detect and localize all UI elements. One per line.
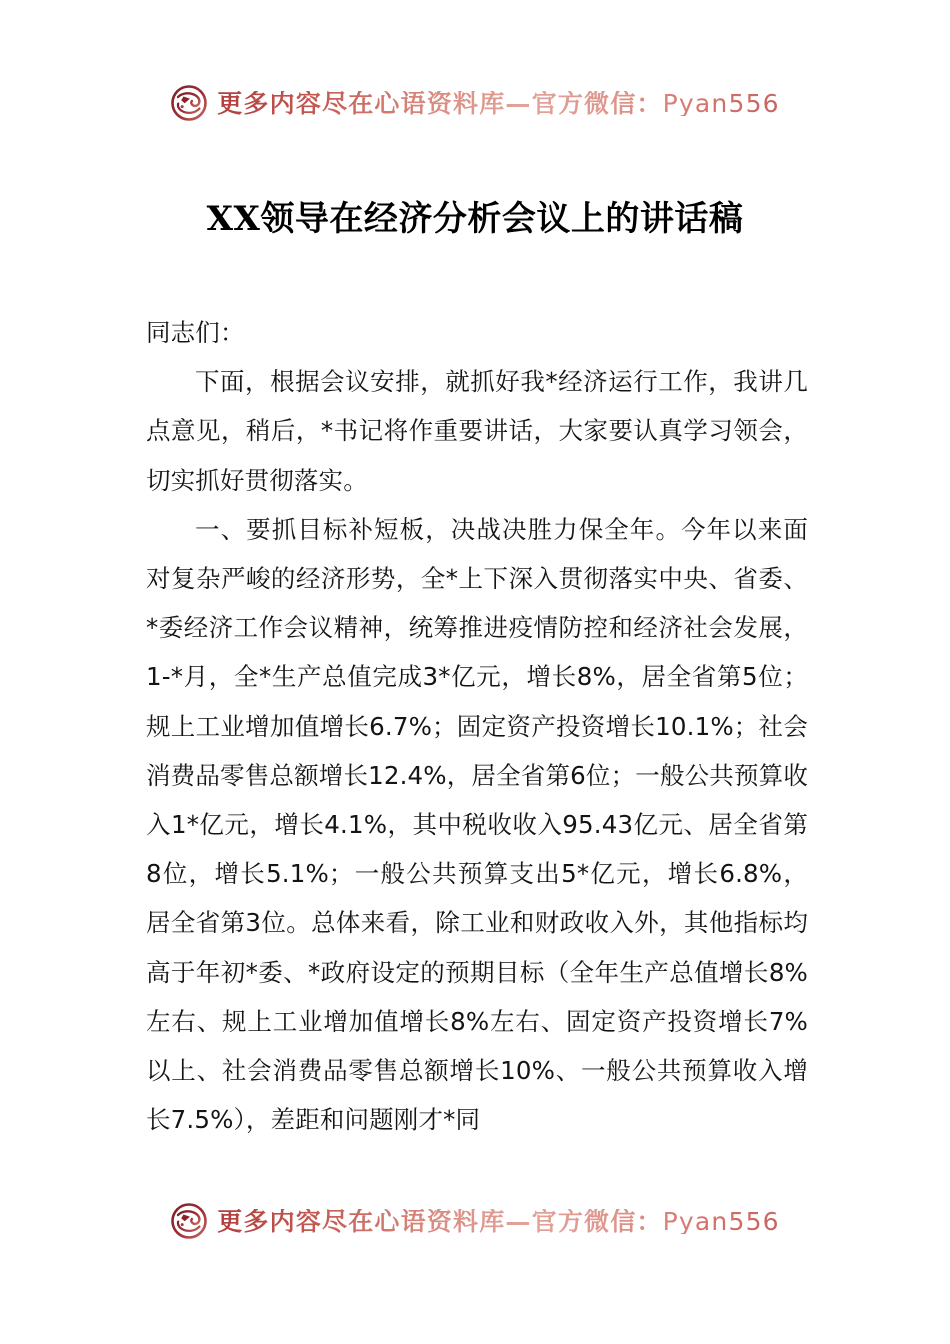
xinyu-swirl-logo-icon [170,84,208,122]
watermark-wechat-id: Pyan556 [662,88,780,118]
watermark-text-main: 更多内容尽在心语资料库—官方微信： [217,1206,663,1236]
document-title: XX领导在经济分析会议上的讲话稿 [206,198,744,239]
paragraph-section-one: 一、要抓目标补短板，决战决胜力保全年。今年以来面对复杂严峻的经济形势，全*上下深入贯彻落实中央、省委、*委经济工作会议精神，统筹推进疫情防控和经济社会发展，1-*月，全*生产总值完成3*亿元，增长8%，居全省第5位；规上工业增加值增长6.7%；固定资产投资增长10.1%；社会消费品零售总额增长12.4%，居全省第6位；一般公共预算收入1*亿元，增长4.1%，其中税收收入95.43亿元、居全省第8位，增长5.1%；一般公共预算支出5*亿元，增长6.8%，居全省第3位。总体来看，除工业和财政收入外，其他指标均高于年初*委、*政府设定的预期目标（全年生产总值增长8%左右、规上工业增加值增长8%左右、固定资产投资增长7%以上、社会消费品零售总额增长10%、一般公共预算收入增长7.5%），差距和问题刚才*同 [146,514,808,1135]
paragraph-opening: 下面，根据会议安排，就抓好我*经济运行工作，我讲几点意见，稍后，*书记将作重要讲话，大家要认真学习领会，切实抓好贯彻落实。 [146,367,808,495]
document-body [146,308,808,1144]
watermark-text [217,1206,780,1236]
watermark-text [217,88,780,118]
header-watermark [0,84,950,122]
watermark-wechat-id: Pyan556 [662,1206,780,1236]
watermark-text-main: 更多内容尽在心语资料库—官方微信： [217,88,663,118]
paragraph-salutation: 同志们： [146,318,245,347]
xinyu-swirl-logo-icon [170,1202,208,1240]
footer-watermark [0,1202,950,1240]
